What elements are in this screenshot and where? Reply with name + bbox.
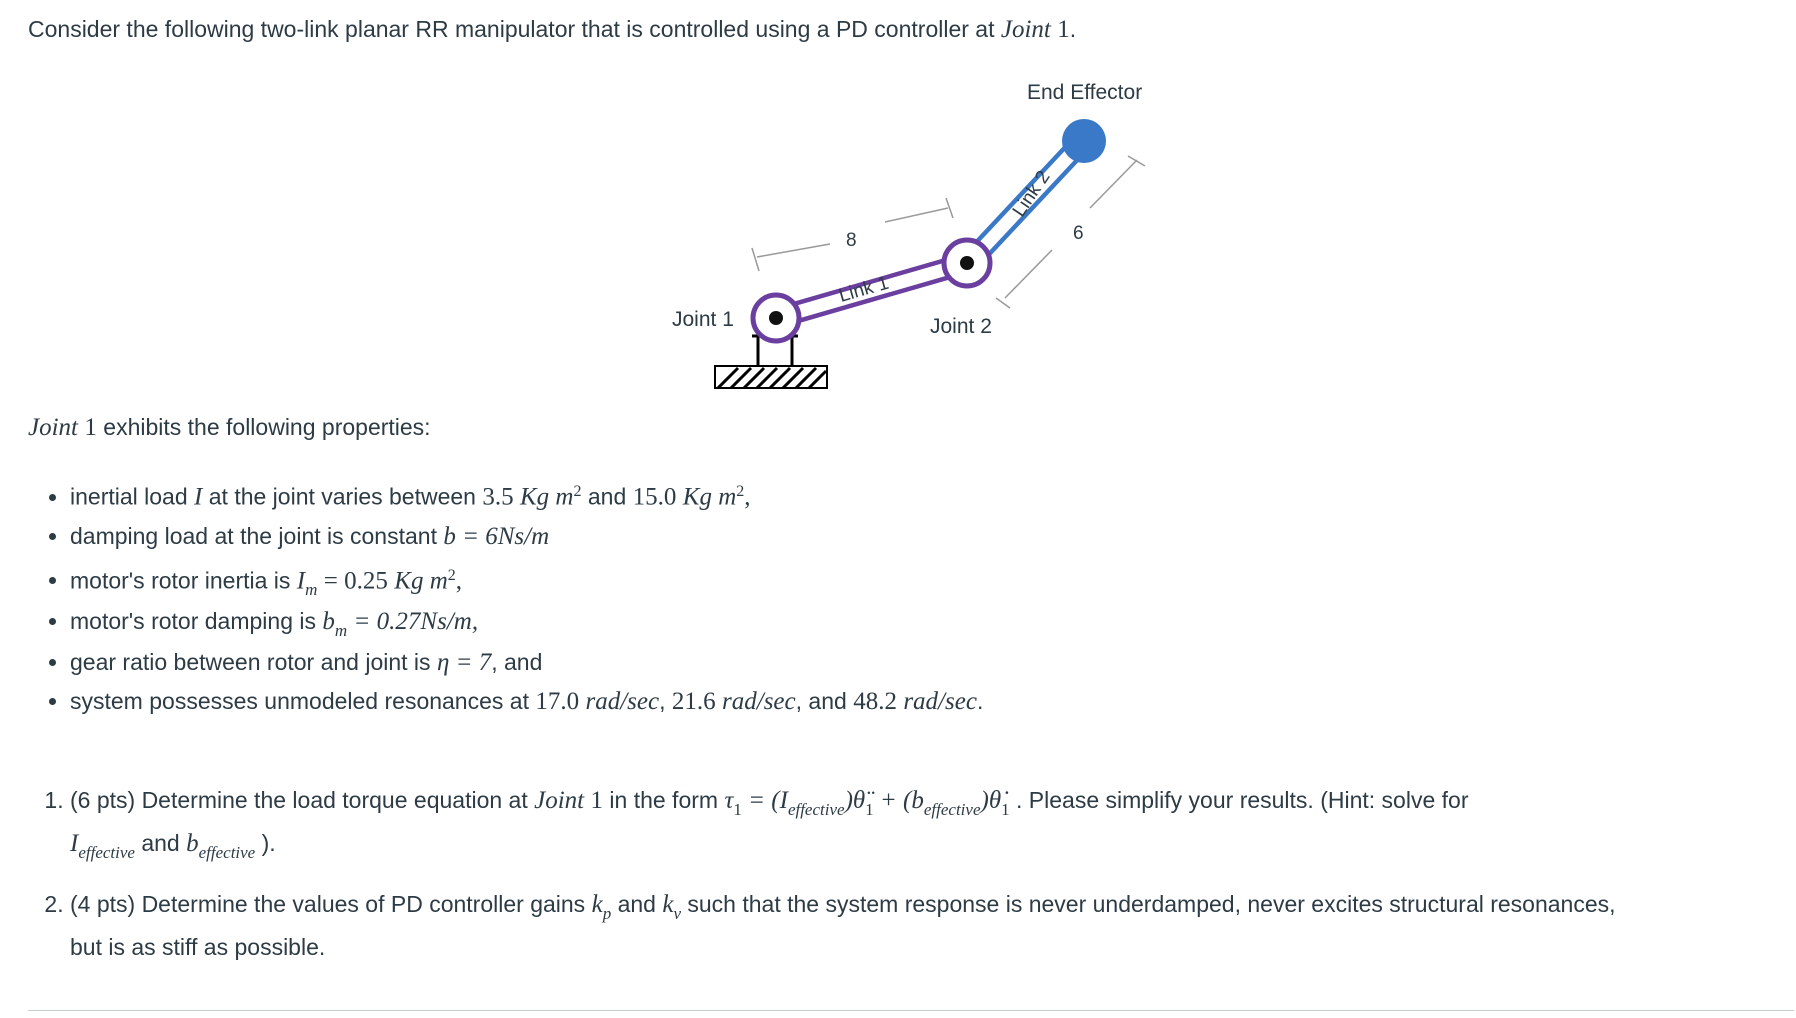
intro-joint-num: 1: [1057, 16, 1070, 43]
resonance-pre: system possesses unmodeled resonances at: [70, 688, 529, 715]
gear-post: , and: [491, 649, 543, 676]
properties-list: [40, 472, 983, 721]
rotor-damping-var: b: [322, 608, 335, 636]
q2-kp: $k_p$: [591, 891, 612, 923]
inertia-unit2: Kg m: [682, 483, 737, 511]
q1-and: and: [141, 830, 180, 856]
rotor-inertia-sub: m: [305, 580, 318, 600]
inertia-pre: inertial load: [70, 483, 188, 510]
resonance-r2: 21.6: [671, 688, 716, 716]
heading-text: exhibits the following properties:: [103, 414, 431, 440]
damping-expr: b = 6Ns/m: [443, 522, 550, 550]
resonance-and: and: [808, 688, 847, 715]
link2-label: Link 2: [1008, 167, 1055, 221]
manipulator-diagram: [0, 0, 1796, 420]
end-effector-icon: [1062, 119, 1106, 163]
joint2-icon: [944, 240, 990, 286]
q2-text3: but is as stiff as possible.: [70, 934, 326, 960]
rotor-inertia-var: I: [296, 567, 306, 595]
inertia-mid: at the joint varies between: [208, 483, 476, 510]
rotor-damping-pre: motor's rotor damping is: [70, 608, 316, 635]
properties-heading: [28, 414, 431, 442]
questions-list: [40, 780, 1796, 985]
resonance-r3: 48.2: [853, 688, 897, 716]
joint1-icon: [753, 295, 799, 341]
property-damping: [70, 517, 983, 556]
link1-length: 8: [846, 230, 857, 251]
intro-end: .: [1069, 16, 1077, 42]
inertia-v2: 15.0: [632, 483, 677, 511]
q1-beff: $b_{effective}$: [186, 830, 256, 862]
q1-num: 1: [590, 787, 604, 814]
rotor-inertia-unit: Kg m: [394, 567, 448, 595]
rotor-inertia-val: = 0.25: [323, 567, 388, 595]
link2-dimension: [996, 156, 1145, 308]
property-resonance: • system possesses unmodeled resonances at 17.0 rad/sec, 21.6 rad/sec, and 48.2 rad/sec.: [70, 682, 983, 721]
question-1: 1. (6 pts) Determine the load torque equation at Joint 1 in the form $\tau_1$ = $(I_{effective})\thetä_1$ + $(b_{effective})\thetȧ_1$ . Please simplify your results. (Hint: solve for $I_{effective}$ and $b_{effective}$ ).: [70, 780, 1796, 866]
resonance-unit3: rad/sec: [903, 688, 977, 716]
q2-text1: (4 pts) Determine the values of PD controller gains: [70, 891, 586, 917]
intro-joint-math: Joint: [1000, 16, 1051, 43]
rotor-inertia-pre: motor's rotor inertia is: [70, 567, 291, 594]
property-rotor-damping: [70, 602, 983, 643]
property-rotor-inertia: • motor's rotor inertia is $I_m = 0.25$ Kg $m^2$,: [70, 556, 983, 603]
q1-tail: Please simplify your results. (Hint: solve for: [1028, 787, 1469, 813]
damping-pre: damping load at the joint is constant: [70, 522, 437, 549]
resonance-unit1: rad/sec: [585, 688, 660, 716]
joint2-label: Joint 2: [930, 315, 992, 338]
inertia-and: and: [587, 483, 627, 510]
q1-pts: (6 pts) Determine the load torque equation at: [70, 787, 528, 813]
q2-and: and: [617, 891, 656, 917]
q2-kv: $k_v$: [662, 891, 681, 923]
q1-ieff: $I_{effective}$: [70, 830, 135, 862]
resonance-unit2: rad/sec: [722, 688, 796, 716]
q1-equation: $\tau_1$ = $(I_{effective})\thetä_1$ + $(b_{effective})\thetȧ_1$: [724, 787, 1010, 819]
end-effector-label: End Effector: [1027, 81, 1143, 104]
resonance-r1: 17.0: [535, 688, 580, 716]
gear-expr: η = 7: [436, 649, 492, 677]
gear-pre: gear ratio between rotor and joint is: [70, 649, 431, 676]
heading-joint-num: 1: [84, 414, 97, 441]
bottom-divider: [28, 1010, 1794, 1011]
inertia-v1: 3.5: [482, 483, 514, 511]
intro-text: Consider the following two-link planar RR manipulator that is controlled using a PD controller at: [28, 16, 995, 42]
rotor-damping-sub: m: [334, 621, 348, 641]
joint1-label: Joint 1: [672, 308, 734, 331]
q2-text2: such that the system response is never underdamped, never excites structural resonances,: [687, 891, 1616, 917]
link1-label: Link 1: [836, 272, 892, 307]
q1-close: ).: [261, 830, 276, 856]
link2-length: 6: [1073, 223, 1084, 244]
inertia-unit1: Kg m: [520, 483, 574, 511]
property-inertia: • inertial load I at the joint varies between 3.5 Kg $m^2$ and 15.0 Kg $m^2$,: [70, 472, 983, 517]
rotor-damping-val: = 0.27Ns/m,: [353, 608, 479, 636]
q1-form: in the form: [609, 787, 719, 813]
inertia-var: I: [194, 483, 203, 511]
q1-joint: Joint: [534, 787, 585, 814]
property-gear: [70, 643, 983, 682]
question-2: [70, 884, 1796, 967]
heading-joint-math: Joint: [28, 414, 78, 441]
